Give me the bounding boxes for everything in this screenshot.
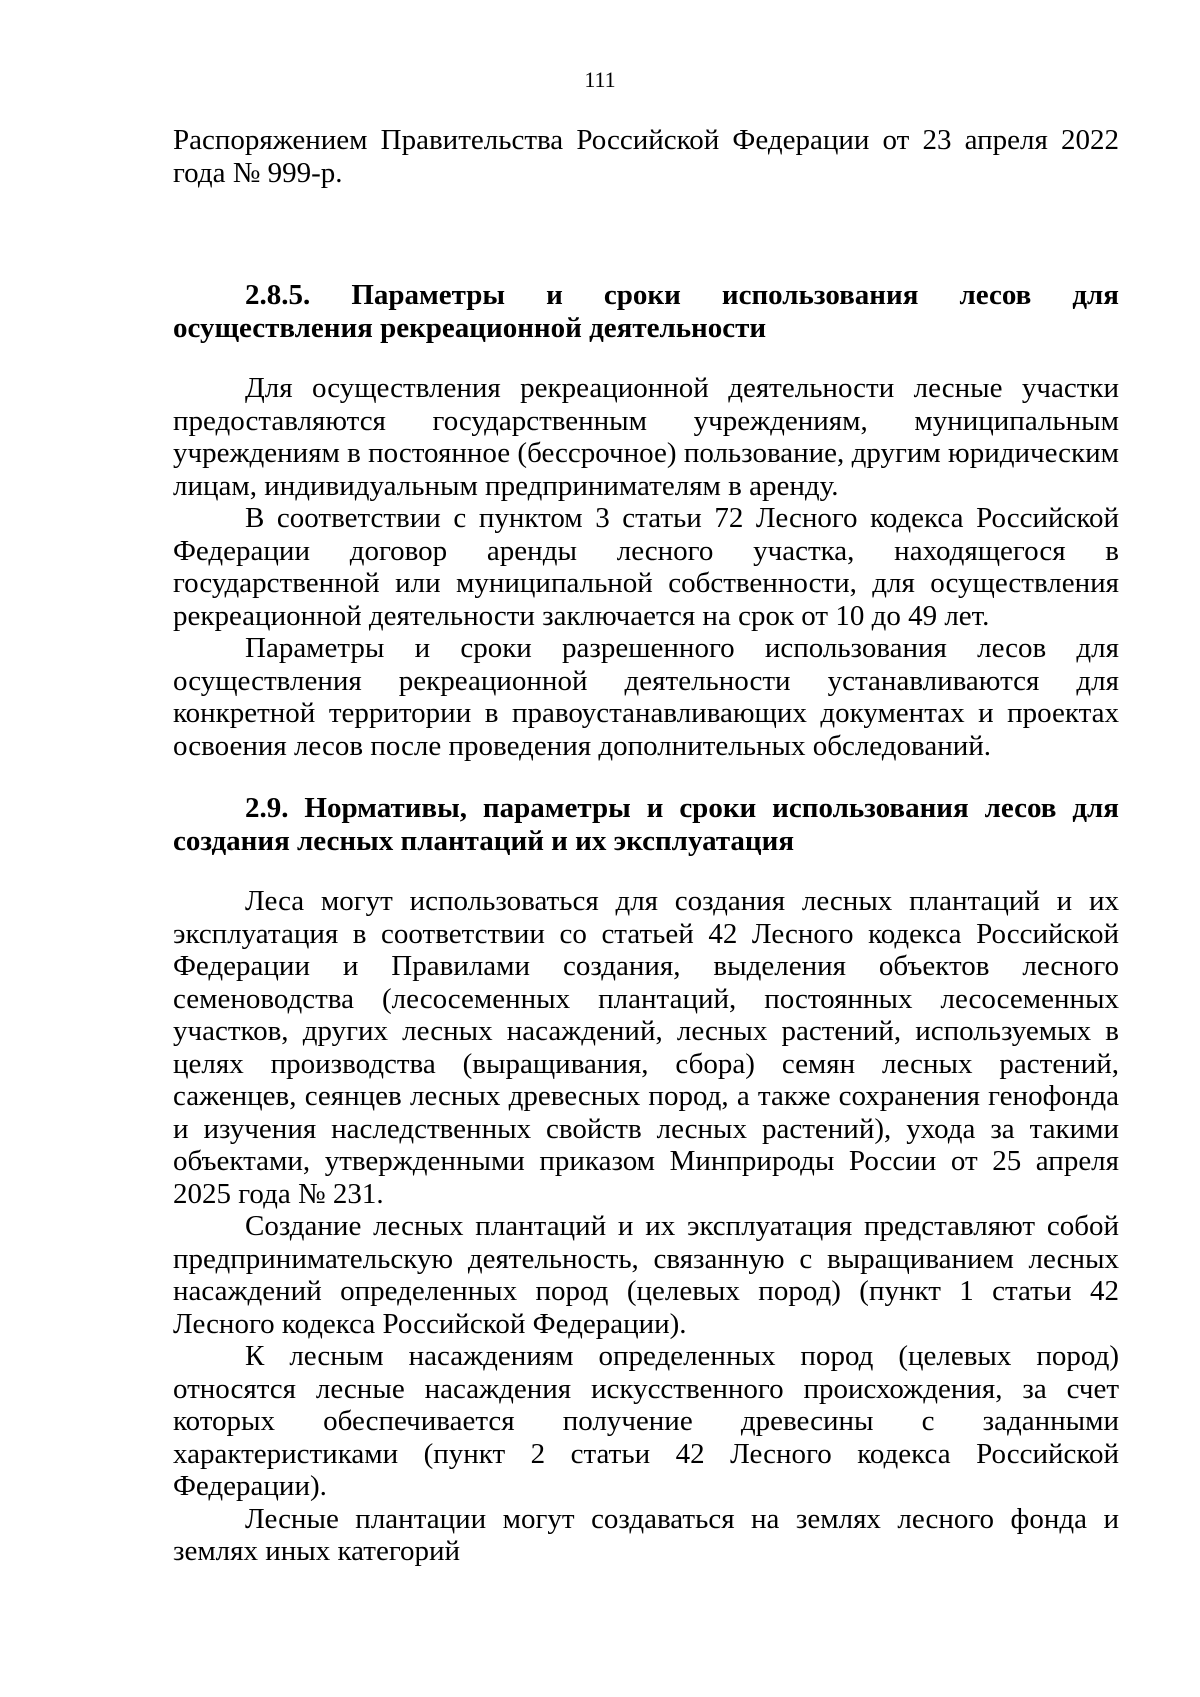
paragraph: Параметры и сроки разрешенного использования лесов для осуществления рекреационной деятельности устанавливаются для конкретной территории в правоустанавливающих документах и проектах освоения лесов после проведения дополнительных обследований. (173, 632, 1119, 762)
paragraph: В соответствии с пунктом 3 статьи 72 Лесного кодекса Российской Федерации договор аренды лесного участка, находящегося в государственной или муниципальной собственности, для осуществления рекреационной деятельности заключается на срок от 10 до 49 лет. (173, 502, 1119, 632)
paragraph: Создание лесных плантаций и их эксплуатация представляют собой предпринимательскую деятельность, связанную с выращиванием лесных насаждений определенных пород (целевых пород) (пункт 1 статьи 42 Лесного кодекса Российской Федерации). (173, 1210, 1119, 1340)
paragraph: Леса могут использоваться для создания лесных плантаций и их эксплуатация в соответствии со статьей 42 Лесного кодекса Российской Федерации и Правилами создания, выделения объектов лесного семеноводства (лесосеменных плантаций, постоянных лесосеменных участков, других лесных насаждений, лесных растений, используемых в целях производства (выращивания, сбора) семян лесных растений, саженцев, сеянцев лесных древесных пород, а также сохранения генофонда и изучения наследственных свойств лесных растений), ухода за такими объектами, утвержденными приказом Минприроды России от 25 апреля 2025 года № 231. (173, 885, 1119, 1210)
page-content (173, 124, 1119, 1568)
page-number: 111 (584, 67, 616, 92)
section-heading-2-8-5: 2.8.5. Параметры и сроки использования лесов для осуществления рекреационной деятельности (173, 279, 1119, 344)
paragraph: Лесные плантации могут создаваться на землях лесного фонда и землях иных категорий (173, 1502, 1119, 1567)
paragraph: Для осуществления рекреационной деятельности лесные участки предоставляются государственным учреждениям, муниципальным учреждениям в постоянное (бессрочное) пользование, другим юридическим лицам, индивидуальным предпринимателям в аренду. (173, 372, 1119, 502)
paragraph: К лесным насаждениям определенных пород (целевых пород) относятся лесные насаждения искусственного происхождения, за счет которых обеспечивается получение древесины с заданными характеристиками (пункт 2 статьи 42 Лесного кодекса Российской Федерации). (173, 1340, 1119, 1502)
section-heading-2-9: 2.9. Нормативы, параметры и сроки использования лесов для создания лесных плантаций и их эксплуатация (173, 792, 1119, 857)
intro-paragraph: Распоряжением Правительства Российской Федерации от 23 апреля 2022 года № 999-р. (173, 124, 1119, 189)
